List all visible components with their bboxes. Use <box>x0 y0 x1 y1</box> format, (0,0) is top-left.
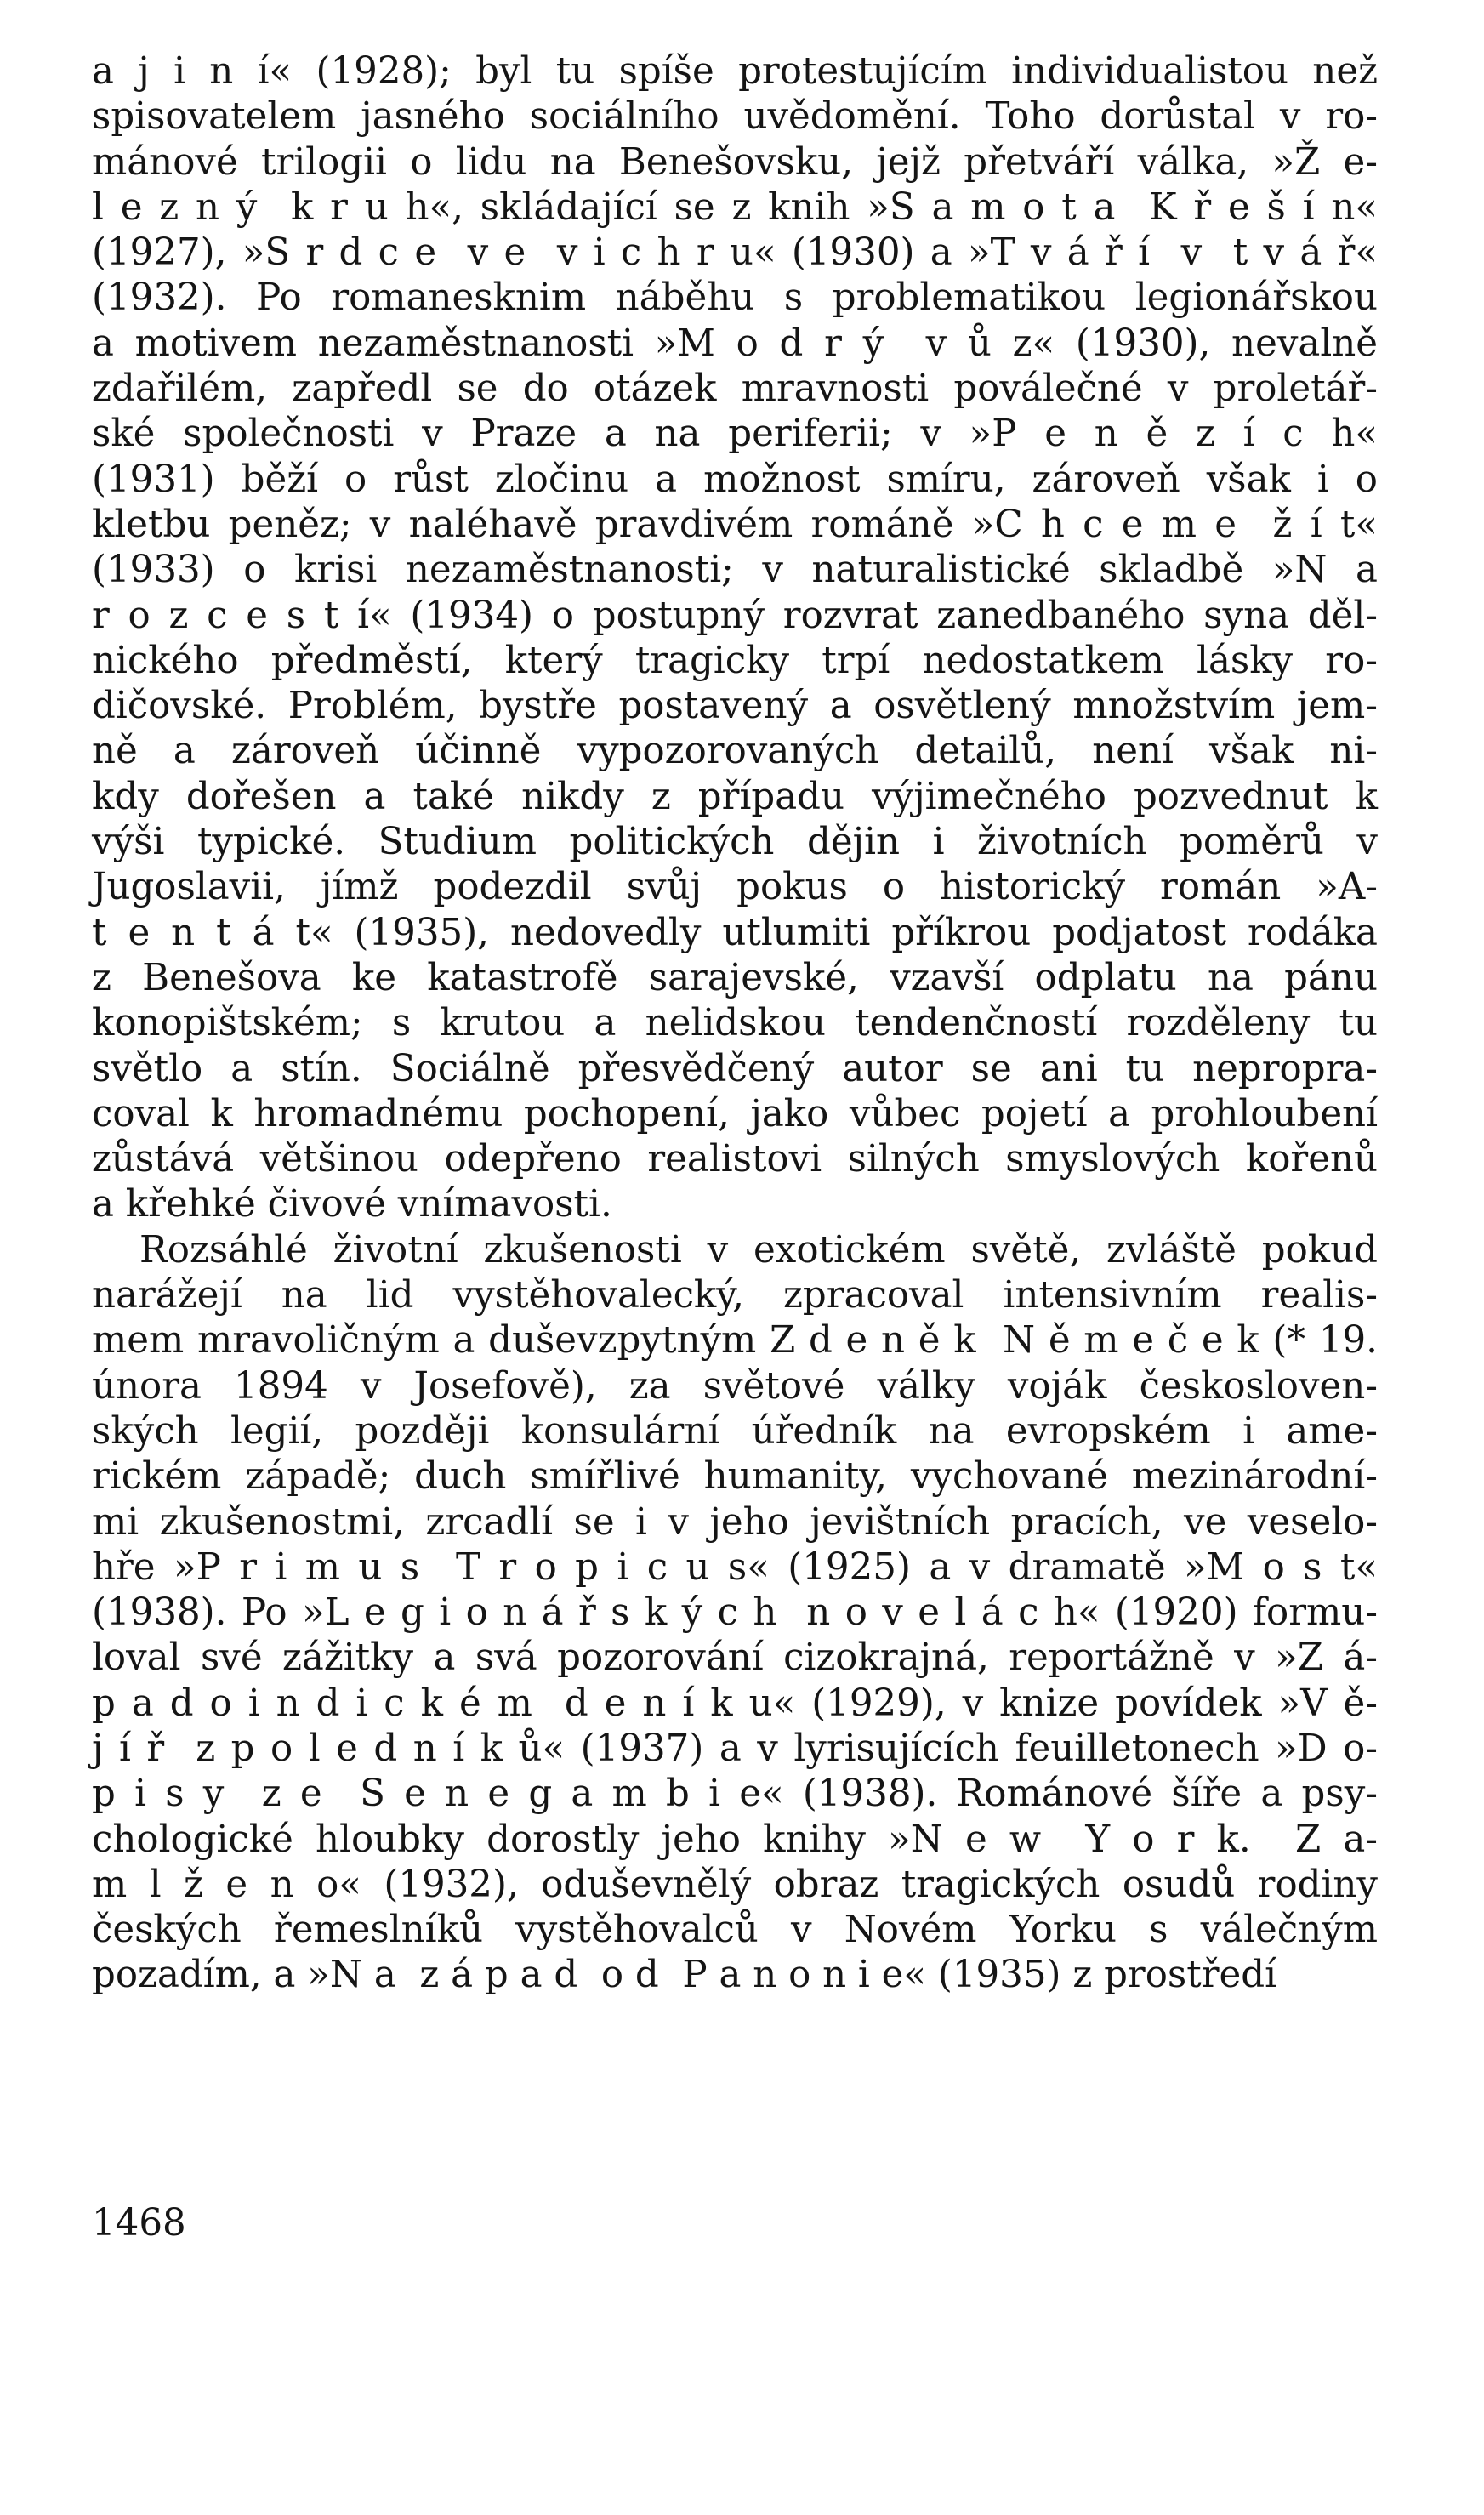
text-line: hře »P r i m u s T r o p i c u s« (1925) a v dramatě »M o s t« <box>92 1545 1378 1589</box>
text-line: pozadím, a »N a z á p a d o d P a n o n i e« (1935) z prostředí <box>92 1954 1276 1997</box>
text-line: t e n t á t« (1935), nedovedly utlumiti příkrou podjatost rodáka <box>92 911 1378 954</box>
text-line: kletbu peněz; v naléhavě pravdivém románě »C h c e m e ž í t« <box>92 503 1378 546</box>
text-line: p a d o i n d i c k é m d e n í k u« (1929), v knize povídek »V ě- <box>92 1681 1378 1725</box>
text-line: dičovské. Problém, bystře postavený a osvětlený množstvím jem- <box>92 685 1378 728</box>
text-line: a motivem nezaměstnanosti »M o d r ý v ů z« (1930), nevalně <box>92 321 1378 365</box>
text-line: l e z n ý k r u h«, skládající se z knih »S a m o t a K ř e š í n« <box>92 185 1378 229</box>
text-line: loval své zážitky a svá pozorování cizokrajná, reportážně v »Z á- <box>92 1636 1378 1680</box>
text-line: konopištském; s krutou a nelidskou tendenčností rozděleny tu <box>92 1002 1378 1045</box>
paragraph <box>92 1228 1378 1999</box>
text-line: nického předměstí, který tragicky trpí nedostatkem lásky ro- <box>92 639 1378 682</box>
text-line: p i s y z e S e n e g a m b i e« (1938). Románové šíře a psy- <box>92 1772 1378 1816</box>
page-number: 1468 <box>92 2202 186 2245</box>
text-line: (1927), »S r d c e v e v i c h r u« (1930) a »T v á ř í v t v á ř« <box>92 231 1378 275</box>
text-line: mánové trilogii o lidu na Benešovsku, jejž přetváří válka, »Ž e- <box>92 140 1378 184</box>
text-line: rickém západě; duch smířlivé humanity, vychované mezinárodní- <box>92 1455 1378 1499</box>
text-line: českých řemeslníků vystěhovalců v Novém Yorku s válečným <box>92 1909 1378 1952</box>
text-line: ských legií, později konsulární úředník na evropském i ame- <box>92 1409 1378 1453</box>
text-line: z Benešova ke katastrofě sarajevské, vzavší odplatu na pánu <box>92 956 1378 999</box>
text-line: mi zkušenostmi, zrcadlí se i v jeho jevištních pracích, ve veselo- <box>92 1500 1378 1544</box>
text-line: (1933) o krisi nezaměstnanosti; v naturalistické skladbě »N a <box>92 549 1378 592</box>
page-body-text <box>92 49 1378 1999</box>
text-line: Jugoslavii, jímž podezdil svůj pokus o historický román »A- <box>92 866 1378 909</box>
text-line: coval k hromadnému pochopení, jako vůbec pojetí a prohloubení <box>92 1092 1378 1135</box>
text-line: ské společnosti v Praze a na periferii; v »P e n ě z í c h« <box>92 413 1378 456</box>
text-line: Rozsáhlé životní zkušenosti v exotickém světě, zvláště pokud <box>139 1228 1378 1272</box>
text-line: kdy dořešen a také nikdy z případu výjimečného pozvednut k <box>92 775 1378 818</box>
text-line: zůstává většinou odepřeno realistovi silných smyslových kořenů <box>92 1138 1378 1181</box>
text-line: a j i n í« (1928); byl tu spíše protestujícím individualistou než <box>92 50 1378 93</box>
text-line: narážejí na lid vystěhovalecký, zpracoval intensivním realis- <box>92 1274 1378 1317</box>
text-line: výši typické. Studium politických dějin i životních poměrů v <box>92 821 1378 864</box>
text-line: r o z c e s t í« (1934) o postupný rozvrat zanedbaného syna děl- <box>92 594 1378 637</box>
text-line: chologické hloubky dorostly jeho knihy »N e w Y o r k. Z a- <box>92 1818 1378 1861</box>
text-line: února 1894 v Josefově), za světové války voják českosloven- <box>92 1364 1378 1408</box>
text-line: a křehké čivové vnímavosti. <box>92 1183 612 1226</box>
text-line: spisovatelem jasného sociálního uvědomění. Toho dorůstal v ro- <box>92 95 1378 139</box>
text-line: m l ž e n o« (1932), oduševnělý obraz tragických osudů rodiny <box>92 1863 1378 1906</box>
paragraph <box>92 49 1378 1228</box>
text-line: (1931) běží o růst zločinu a možnost smíru, zároveň však i o <box>92 458 1378 501</box>
text-line: mem mravoličným a duševzpytným Z d e n ě k N ě m e č e k (* 19. <box>92 1319 1378 1363</box>
text-line: světlo a stín. Sociálně přesvědčený autor se ani tu nepropra- <box>92 1047 1378 1090</box>
text-line: j í ř z p o l e d n í k ů« (1937) a v lyrisujících feuilletonech »D o- <box>92 1727 1378 1770</box>
text-line: ně a zároveň účinně vypozorovaných detailů, není však ni- <box>92 730 1378 773</box>
text-line: (1938). Po »L e g i o n á ř s k ý c h n o v e l á c h« (1920) formu- <box>92 1591 1378 1635</box>
text-line: (1932). Po romanesknim náběhu s problematikou legionářskou <box>92 276 1378 320</box>
text-line: zdařilém, zapředl se do otázek mravnosti poválečné v proletář- <box>92 367 1378 411</box>
